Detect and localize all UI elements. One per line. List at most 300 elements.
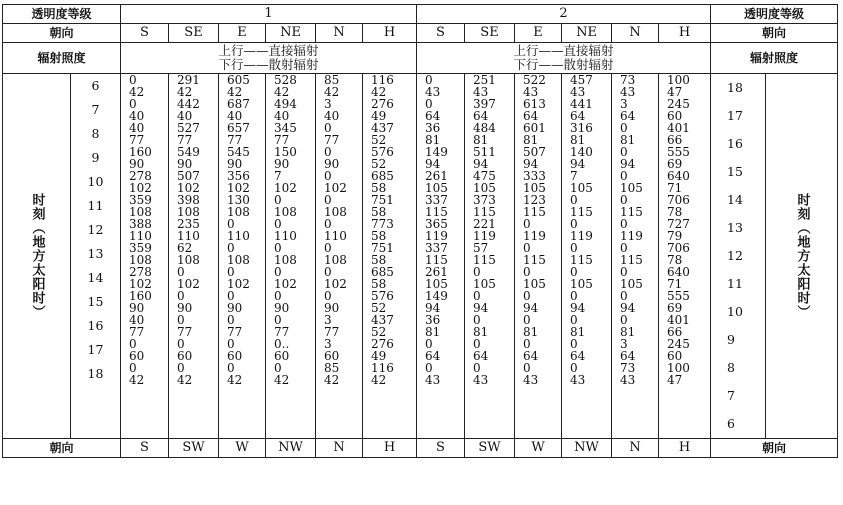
orient-2-ne: NE [562,24,612,43]
value-cell: 110 [324,229,347,243]
value-cell: 221 [473,217,496,231]
value-cell: 437 [371,121,394,135]
value-cell: 64 [523,109,539,123]
value-cell: 115 [620,253,643,267]
value-cell: 105 [620,277,643,291]
hours-left [71,74,121,439]
value-cell: 0 [129,97,137,111]
value-cell: 81 [473,325,489,339]
value-cell: 3 [324,313,332,327]
value-cell: 77 [324,133,340,147]
value-cell: 110 [274,229,297,243]
value-cell: 108 [227,205,250,219]
value-cell: 0 [274,313,282,327]
value-cell: 108 [177,205,200,219]
orient-1-s: S [121,24,169,43]
value-cell: 69 [667,157,683,171]
value-cell: 64 [620,349,636,363]
value-cell: 365 [425,217,448,231]
value-cell: 60 [274,349,290,363]
value-cell: 110 [177,229,200,243]
value-cell: 90 [324,157,340,171]
value-cell: 261 [425,169,448,183]
value-cell: 85 [324,73,340,87]
value-cell: 47 [667,373,683,387]
value-cell: 105 [570,181,593,195]
value-cell: 105 [523,277,546,291]
value-cell: 108 [274,205,297,219]
value-cell: 108 [227,253,250,267]
hour-label: 7 [91,102,100,117]
level-2-col-se [465,74,515,439]
value-cell: 49 [371,349,387,363]
value-cell: 0 [274,361,282,375]
hour-label: 9 [727,332,735,347]
value-cell: 0.. [274,337,290,351]
value-cell: 102 [274,181,297,195]
value-cell: 52 [371,157,387,171]
value-cell: 94 [425,301,441,315]
value-cell: 373 [473,193,496,207]
hour-label: 14 [727,192,743,207]
value-cell: 0 [620,313,628,327]
value-cell: 605 [227,73,250,87]
value-cell: 119 [570,229,593,243]
orient-b1-h: H [363,439,417,458]
value-cell: 42 [177,85,193,99]
value-cell: 64 [570,109,586,123]
orientation-label-bottom-right: 朝向 [711,439,838,458]
value-cell: 81 [425,133,441,147]
value-cell: 0 [274,217,282,231]
value-cell: 102 [324,277,347,291]
value-cell: 0 [570,337,578,351]
value-cell: 687 [227,97,250,111]
value-cell: 81 [523,325,539,339]
value-cell: 108 [274,253,297,267]
value-cell: 58 [371,205,387,219]
value-cell: 116 [371,73,394,87]
value-cell: 42 [371,373,387,387]
value-cell: 149 [425,145,448,159]
value-cell: 0 [227,265,235,279]
legend-upper: 上行——直接辐射 [218,43,319,58]
value-cell: 110 [129,229,152,243]
level-1-header: 1 [121,5,417,24]
value-cell: 64 [473,349,489,363]
value-cell: 73 [620,73,636,87]
level-1-col-e [219,74,266,439]
hour-label: 15 [87,294,104,309]
value-cell: 576 [371,145,394,159]
value-cell: 0 [523,361,531,375]
value-cell: 119 [425,229,448,243]
value-cell: 119 [473,229,496,243]
value-cell: 81 [620,325,636,339]
level-2-legend [417,43,711,74]
orient-2-h: H [659,24,711,43]
value-cell: 60 [227,349,243,363]
value-cell: 57 [473,241,489,255]
value-cell: 77 [177,133,193,147]
hour-label: 14 [87,270,104,285]
value-cell: 555 [667,289,690,303]
value-cell: 42 [324,85,340,99]
value-cell: 494 [274,97,297,111]
value-cell: 94 [570,301,586,315]
value-cell: 601 [523,121,546,135]
legend-upper: 上行——直接辐射 [513,43,614,58]
hours-right [711,74,766,439]
value-cell: 43 [620,85,636,99]
hour-label: 13 [727,220,743,235]
value-cell: 0 [425,361,433,375]
value-cell: 0 [473,289,481,303]
value-cell: 0 [620,289,628,303]
value-cell: 102 [177,181,200,195]
orient-b2-n: N [612,439,659,458]
value-cell: 85 [324,361,340,375]
value-cell: 613 [523,97,546,111]
value-cell: 140 [570,145,593,159]
value-cell: 40 [324,109,340,123]
level-2-col-n [612,74,659,439]
value-cell: 90 [274,301,290,315]
transparency-label-right: 透明度等级 [711,5,838,24]
value-cell: 58 [371,181,387,195]
value-cell: 3 [324,97,332,111]
value-cell: 0 [324,121,332,135]
value-cell: 42 [227,85,243,99]
value-cell: 77 [324,325,340,339]
value-cell: 40 [129,109,145,123]
value-cell: 115 [570,205,593,219]
value-cell: 251 [473,73,496,87]
value-cell: 555 [667,145,690,159]
value-cell: 115 [473,205,496,219]
value-cell: 3 [620,97,628,111]
level-1-legend [121,43,417,74]
value-cell: 90 [227,301,243,315]
solar-irradiance-table [2,4,838,458]
value-cell: 105 [523,181,546,195]
value-cell: 685 [371,169,394,183]
value-cell: 94 [620,157,636,171]
value-cell: 0 [177,337,185,351]
value-cell: 727 [667,217,690,231]
value-cell: 0 [570,265,578,279]
value-cell: 0 [274,193,282,207]
value-cell: 81 [523,133,539,147]
value-cell: 0 [620,169,628,183]
value-cell: 77 [129,133,145,147]
value-cell: 0 [523,265,531,279]
value-cell: 115 [473,253,496,267]
value-cell: 90 [129,157,145,171]
hour-label: 9 [91,150,100,165]
hour-label: 12 [87,222,104,237]
value-cell: 58 [371,229,387,243]
value-cell: 105 [570,277,593,291]
value-cell: 0 [570,361,578,375]
value-cell: 105 [620,181,643,195]
hour-label: 6 [727,416,735,431]
value-cell: 0 [324,145,332,159]
value-cell: 64 [425,109,441,123]
value-cell: 52 [371,301,387,315]
value-cell: 337 [425,193,448,207]
value-cell: 77 [274,133,290,147]
value-cell: 511 [473,145,496,159]
value-cell: 0 [523,217,531,231]
value-cell: 0 [620,217,628,231]
value-cell: 0 [620,145,628,159]
hour-label: 17 [87,342,104,357]
value-cell: 105 [473,277,496,291]
value-cell: 0 [324,169,332,183]
hour-label: 10 [87,174,104,189]
value-cell: 58 [371,277,387,291]
level-1-col-h [363,74,417,439]
value-cell: 66 [667,133,683,147]
hour-label: 11 [87,198,104,213]
value-cell: 81 [570,325,586,339]
value-cell: 0 [274,289,282,303]
value-cell: 333 [523,169,546,183]
value-cell: 0 [274,241,282,255]
value-cell: 115 [523,253,546,267]
orient-b2-h: H [659,439,711,458]
value-cell: 160 [129,289,152,303]
value-cell: 0 [523,313,531,327]
value-cell: 0 [324,265,332,279]
orient-b2-sw: SW [465,439,515,458]
value-cell: 94 [523,301,539,315]
orient-b1-w: W [219,439,266,458]
hour-label: 13 [87,246,104,261]
value-cell: 102 [227,277,250,291]
value-cell: 47 [667,85,683,99]
value-cell: 359 [129,193,152,207]
hour-label: 8 [727,360,735,375]
value-cell: 71 [667,181,683,195]
value-cell: 0 [129,337,137,351]
value-cell: 0 [227,241,235,255]
value-cell: 0 [523,289,531,303]
value-cell: 100 [667,73,690,87]
value-cell: 549 [177,145,200,159]
value-cell: 77 [227,325,243,339]
value-cell: 0 [177,361,185,375]
value-cell: 316 [570,121,593,135]
value-cell: 337 [425,241,448,255]
value-cell: 115 [425,205,448,219]
value-cell: 40 [177,109,193,123]
value-cell: 149 [425,289,448,303]
value-cell: 276 [371,97,394,111]
value-cell: 245 [667,97,690,111]
value-cell: 751 [371,193,394,207]
value-cell: 94 [620,301,636,315]
value-cell: 102 [274,277,297,291]
value-cell: 0 [570,241,578,255]
level-2-col-h [659,74,711,439]
value-cell: 62 [177,241,193,255]
orient-b1-sw: SW [169,439,219,458]
value-cell: 773 [371,217,394,231]
value-cell: 105 [425,277,448,291]
value-cell: 276 [371,337,394,351]
value-cell: 0 [473,337,481,351]
value-cell: 130 [227,193,250,207]
value-cell: 79 [667,229,683,243]
value-cell: 576 [371,289,394,303]
value-cell: 245 [667,337,690,351]
value-cell: 359 [129,241,152,255]
orient-1-se: SE [169,24,219,43]
orient-b1-nw: NW [266,439,316,458]
value-cell: 3 [324,337,332,351]
value-cell: 40 [274,109,290,123]
orient-2-se: SE [465,24,515,43]
value-cell: 52 [371,133,387,147]
value-cell: 77 [274,325,290,339]
value-cell: 43 [473,85,489,99]
value-cell: 235 [177,217,200,231]
value-cell: 69 [667,301,683,315]
value-cell: 0 [425,337,433,351]
value-cell: 119 [523,229,546,243]
value-cell: 0 [227,337,235,351]
value-cell: 36 [425,313,441,327]
level-1-col-n [316,74,363,439]
value-cell: 108 [324,205,347,219]
value-cell: 43 [523,85,539,99]
value-cell: 475 [473,169,496,183]
level-2-col-ne [562,74,612,439]
value-cell: 94 [425,157,441,171]
value-cell: 115 [523,205,546,219]
value-cell: 77 [129,325,145,339]
value-cell: 81 [620,133,636,147]
value-cell: 40 [129,313,145,327]
value-cell: 0 [570,289,578,303]
hour-label: 7 [727,388,735,403]
value-cell: 685 [371,265,394,279]
value-cell: 90 [227,157,243,171]
value-cell: 0 [620,241,628,255]
value-cell: 49 [371,109,387,123]
time-label-right-text: 时刻（地方太阳时） [794,193,810,319]
value-cell: 123 [523,193,546,207]
value-cell: 36 [425,121,441,135]
orient-b2-nw: NW [562,439,612,458]
orient-b1-s: S [121,439,169,458]
value-cell: 94 [473,157,489,171]
value-cell: 437 [371,313,394,327]
value-cell: 81 [473,133,489,147]
value-cell: 42 [129,373,145,387]
value-cell: 94 [473,301,489,315]
value-cell: 60 [667,109,683,123]
value-cell: 58 [371,253,387,267]
level-1-col-s [121,74,169,439]
value-cell: 42 [177,373,193,387]
value-cell: 640 [667,169,690,183]
value-cell: 43 [425,85,441,99]
orient-2-e: E [515,24,562,43]
value-cell: 528 [274,73,297,87]
value-cell: 441 [570,97,593,111]
value-cell: 0 [129,73,137,87]
value-cell: 108 [177,253,200,267]
value-cell: 401 [667,121,690,135]
hour-label: 6 [91,78,100,93]
value-cell: 81 [570,133,586,147]
value-cell: 71 [667,277,683,291]
value-cell: 545 [227,145,250,159]
value-cell: 43 [523,373,539,387]
value-cell: 0 [523,337,531,351]
value-cell: 90 [324,301,340,315]
value-cell: 108 [129,253,152,267]
value-cell: 7 [570,169,578,183]
value-cell: 100 [667,361,690,375]
value-cell: 657 [227,121,250,135]
value-cell: 0 [177,313,185,327]
value-cell: 160 [129,145,152,159]
value-cell: 43 [620,373,636,387]
value-cell: 706 [667,241,690,255]
value-cell: 78 [667,253,683,267]
transparency-label: 透明度等级 [3,5,121,24]
orient-2-n: N [612,24,659,43]
value-cell: 40 [129,121,145,135]
value-cell: 640 [667,265,690,279]
value-cell: 278 [129,169,152,183]
time-label-right [766,74,838,439]
value-cell: 94 [570,157,586,171]
value-cell: 150 [274,145,297,159]
value-cell: 0 [227,289,235,303]
value-cell: 0 [227,313,235,327]
value-cell: 527 [177,121,200,135]
value-cell: 42 [129,85,145,99]
value-cell: 0 [620,121,628,135]
value-cell: 77 [177,325,193,339]
value-cell: 0 [177,289,185,303]
orient-b2-w: W [515,439,562,458]
value-cell: 0 [274,265,282,279]
irradiance-label-right: 辐射照度 [711,43,838,74]
value-cell: 105 [473,181,496,195]
value-cell: 0 [425,73,433,87]
time-label [3,74,71,439]
hour-label: 16 [727,136,743,151]
value-cell: 94 [523,157,539,171]
orient-b1-n: N [316,439,363,458]
value-cell: 0 [227,217,235,231]
value-cell: 73 [620,361,636,375]
hour-label: 17 [727,108,743,123]
value-cell: 0 [473,361,481,375]
value-cell: 43 [570,85,586,99]
value-cell: 3 [620,337,628,351]
hour-label: 11 [727,276,743,291]
value-cell: 0 [129,361,137,375]
orient-2-s: S [417,24,465,43]
hour-label: 15 [727,164,743,179]
